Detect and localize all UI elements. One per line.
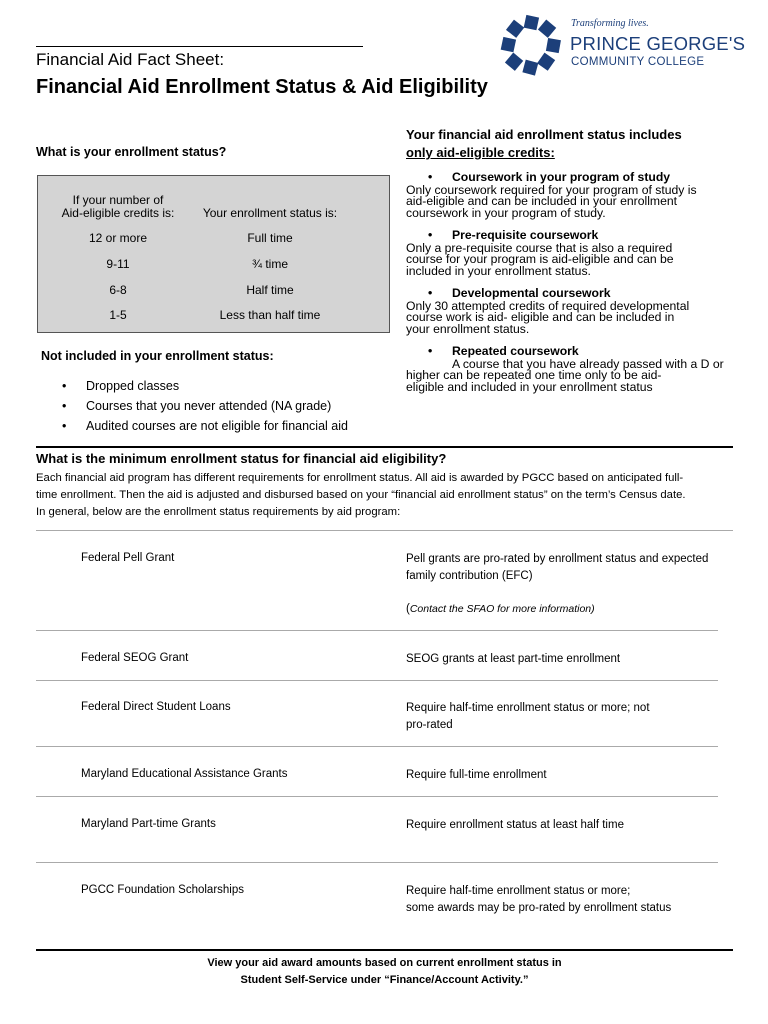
requirement-line: some awards may be pro-rated by enrollment status xyxy=(406,902,672,914)
includes-item-title: • Coursework in your program of study xyxy=(406,172,736,184)
logo-tagline: Transforming lives. xyxy=(571,18,649,29)
requirement-line: Require enrollment status at least half time xyxy=(406,819,624,831)
includes-item-line: A course that you have already passed with a D or xyxy=(452,356,724,371)
includes-heading-line2: only aid-eligible credits: xyxy=(406,145,555,160)
paragraph-line: Each financial aid program has different requirements for enrollment status. All aid is awarded by PGCC based on anticipated full- xyxy=(36,472,684,484)
not-included-heading: Not included in your enrollment status: xyxy=(41,349,274,363)
aid-program-requirement xyxy=(406,767,736,784)
footer-line: View your aid award amounts based on current enrollment status in xyxy=(207,957,562,969)
footer-divider xyxy=(36,949,733,951)
not-included-list xyxy=(36,378,348,438)
aid-program-requirement xyxy=(406,651,736,668)
includes-item-line: higher can be repeated one time only to be aid- xyxy=(406,368,662,383)
minimum-status-heading: What is the minimum enrollment status for financial aid eligibility? xyxy=(36,451,447,466)
row-divider xyxy=(36,862,718,863)
paragraph-line: In general, below are the enrollment status requirements by aid program: xyxy=(36,506,401,518)
aid-program-name: Federal Pell Grant xyxy=(81,552,175,564)
aid-program-name: Federal Direct Student Loans xyxy=(81,701,231,713)
paragraph-line: time enrollment. Then the aid is adjusted and disbursed based on your “financial aid enrollment status” on the term’s Census date. xyxy=(36,489,686,501)
list-item: • Courses that you never attended (NA grade) xyxy=(36,398,348,418)
includes-item-line: course work is aid- eligible and can be included in xyxy=(406,310,675,325)
enrollment-status-table xyxy=(37,175,390,333)
enrollment-status-question: What is your enrollment status? xyxy=(36,145,227,159)
includes-item-line: Only 30 attempted credits of required developmental xyxy=(406,298,690,313)
status-cell: Half time xyxy=(246,283,294,297)
includes-item-line: eligible and included in your enrollment status xyxy=(406,379,653,394)
includes-item xyxy=(406,172,736,219)
includes-heading xyxy=(406,126,682,162)
includes-item-line: coursework in your program of study. xyxy=(406,205,606,220)
includes-item-title: • Repeated coursework xyxy=(406,346,736,358)
aid-program-requirement xyxy=(406,551,736,618)
includes-item-title: • Pre-requisite coursework xyxy=(406,230,736,242)
requirement-line: Pell grants are pro-rated by enrollment status and expected xyxy=(406,553,709,565)
includes-item-line: included in your enrollment status. xyxy=(406,263,591,278)
footer-line: Student Self-Service under “Finance/Account Activity.” xyxy=(240,974,529,986)
includes-item-line: aid-eligible and can be included in your enrollment xyxy=(406,194,678,209)
logo-mark-icon xyxy=(500,14,562,76)
row-divider xyxy=(36,680,718,681)
includes-item xyxy=(406,230,736,277)
section-divider xyxy=(36,446,733,448)
requirement-line: pro-rated xyxy=(406,719,453,731)
row-divider xyxy=(36,796,718,797)
aid-program-name: Maryland Educational Assistance Grants xyxy=(81,768,288,780)
sheet-label: Financial Aid Fact Sheet: xyxy=(36,50,225,69)
title-rule xyxy=(36,46,363,47)
row-divider xyxy=(36,530,733,531)
includes-item-title: • Developmental coursework xyxy=(406,288,736,300)
credits-cell: 12 or more xyxy=(88,231,148,245)
includes-item-line: Only coursework required for your program of study is xyxy=(406,182,697,197)
status-cell: ¾ time xyxy=(251,257,288,271)
table-header-credits xyxy=(58,194,178,220)
includes-item xyxy=(406,288,736,335)
row-divider xyxy=(36,746,718,747)
aid-program-requirement xyxy=(406,700,736,734)
includes-heading-line1: Your financial aid enrollment status includes xyxy=(406,127,682,142)
status-cell: Less than half time xyxy=(219,308,321,322)
credits-cell: 1-5 xyxy=(109,308,127,322)
includes-item-line: course for your program is aid-eligible and can be xyxy=(406,252,674,267)
logo-name: PRINCE GEORGE'S xyxy=(570,33,746,54)
list-item: • Audited courses are not eligible for financial aid xyxy=(36,418,348,438)
row-divider xyxy=(36,630,718,631)
includes-item xyxy=(406,346,736,393)
aid-program-requirement xyxy=(406,817,736,834)
college-logo xyxy=(500,14,746,78)
credits-cell: 6-8 xyxy=(109,283,127,297)
logo-subname: COMMUNITY COLLEGE xyxy=(571,56,705,68)
requirement-line: SEOG grants at least part-time enrollment xyxy=(406,653,621,665)
note-open-paren: ( xyxy=(406,603,410,615)
includes-item-line: Only a pre-requisite course that is also a required xyxy=(406,240,673,255)
requirement-line: Require half-time enrollment status or more; not xyxy=(406,702,650,714)
aid-program-name: PGCC Foundation Scholarships xyxy=(81,884,244,896)
status-cell: Full time xyxy=(247,231,293,245)
credits-cell: 9-11 xyxy=(106,257,130,271)
requirement-line: Require full-time enrollment xyxy=(406,769,547,781)
footer-note xyxy=(36,955,733,989)
pell-note: Contact the SFAO for more information) xyxy=(409,603,595,615)
aid-program-name: Maryland Part-time Grants xyxy=(81,818,216,830)
aid-program-requirement xyxy=(406,883,736,917)
aid-program-name: Federal SEOG Grant xyxy=(81,652,189,664)
table-header-status: Your enrollment status is: xyxy=(202,206,338,220)
minimum-status-paragraph xyxy=(36,470,736,521)
requirement-line: Require half-time enrollment status or more; xyxy=(406,885,631,897)
list-item: • Dropped classes xyxy=(36,378,348,398)
requirement-line: family contribution (EFC) xyxy=(406,570,533,582)
includes-item-line: your enrollment status. xyxy=(406,321,530,336)
page-title: Financial Aid Enrollment Status & Aid Eligibility xyxy=(36,76,488,98)
header-credits-line1: If your number of xyxy=(72,193,164,207)
header-credits-line2: Aid-eligible credits is: xyxy=(61,206,175,220)
